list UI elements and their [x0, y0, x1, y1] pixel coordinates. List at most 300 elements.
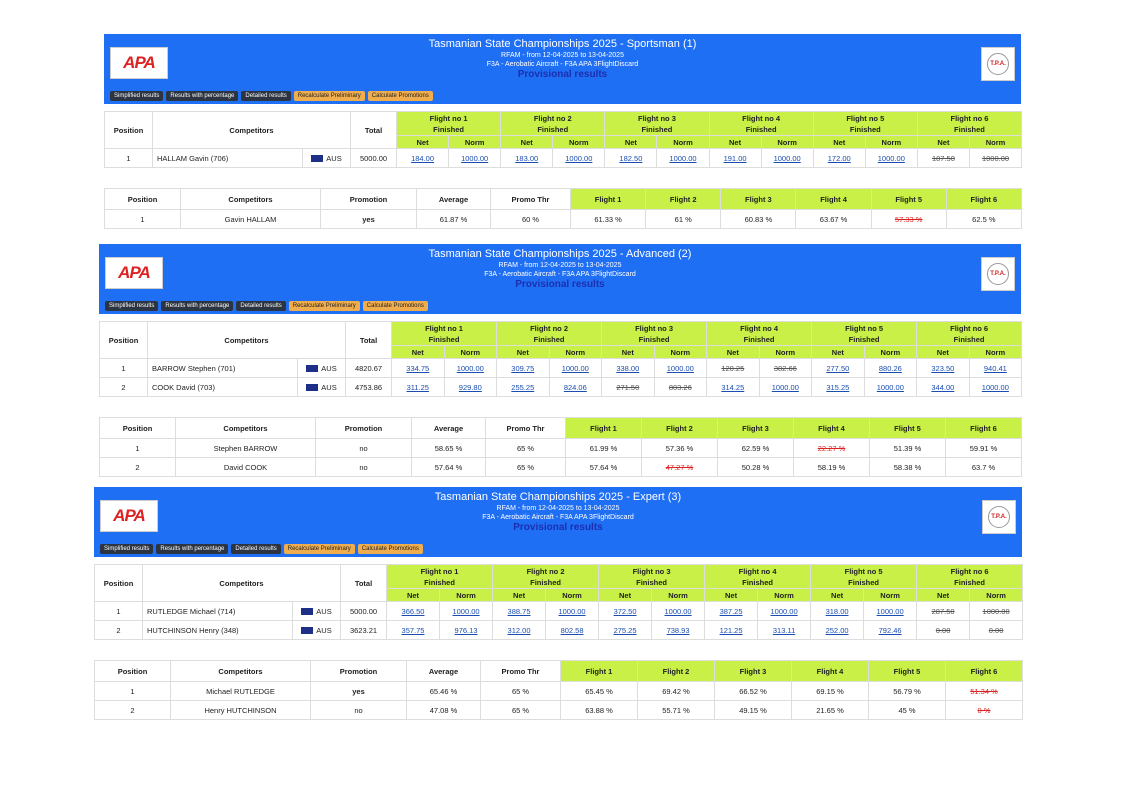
- net-score-link[interactable]: 311.25: [406, 382, 429, 392]
- button-bar: [105, 301, 428, 311]
- total-cell: 5000.00: [351, 149, 397, 168]
- net-header: Net: [501, 136, 553, 149]
- flight-pct: 21.65 %: [816, 705, 844, 715]
- finished-label: Finished: [638, 334, 670, 344]
- norm-cell: [549, 378, 602, 397]
- finished-label: Finished: [848, 334, 880, 344]
- norm-score-link[interactable]: 1000.00: [877, 153, 905, 163]
- norm-cell: [758, 621, 811, 640]
- norm-cell: [444, 378, 497, 397]
- promo-header: Flight 1: [566, 418, 642, 439]
- flight-pct: 57.64 %: [589, 462, 618, 472]
- promo-header: Flight 4: [792, 661, 869, 682]
- norm-score-link[interactable]: 1000.00: [771, 382, 799, 392]
- promo-header: Position: [105, 189, 181, 210]
- finished-label: Finished: [428, 334, 460, 344]
- promotion-cell: yes: [311, 682, 407, 701]
- norm-score-link[interactable]: 1000.00: [876, 382, 904, 392]
- australia-flag-icon: [301, 627, 313, 634]
- table-row: [100, 439, 1022, 458]
- detailed-results-button[interactable]: Detailed results: [241, 91, 290, 101]
- net-cell: [917, 602, 970, 621]
- country-cell: [293, 602, 341, 621]
- australia-flag-icon: [311, 155, 323, 162]
- flight-header-2: [501, 112, 605, 136]
- norm-score-link[interactable]: 382.66: [773, 363, 797, 373]
- promo-table-wrap: [104, 188, 1021, 229]
- position-cell: 1: [95, 682, 171, 701]
- results-table: [99, 321, 1022, 397]
- norm-cell: [440, 602, 493, 621]
- net-score-link[interactable]: 344.00: [931, 382, 955, 392]
- australia-flag-icon: [301, 608, 313, 615]
- flight-pct-cell: [946, 458, 1022, 477]
- country-code: AUS: [326, 153, 342, 163]
- simplified-results-button[interactable]: Simplified results: [100, 544, 153, 554]
- tpa-logo: T.P.A.: [982, 500, 1016, 534]
- flight-pct: 62.5 %: [972, 214, 996, 224]
- norm-header: Norm: [654, 346, 707, 359]
- net-score-link[interactable]: 172.00: [827, 153, 851, 163]
- flight-header-1: [392, 322, 497, 346]
- norm-cell: [865, 149, 917, 168]
- norm-score-link[interactable]: 976.13: [454, 625, 478, 635]
- norm-score-link[interactable]: 1000.00: [461, 153, 489, 163]
- finished-label: Finished: [537, 124, 569, 134]
- norm-score-link[interactable]: 880.26: [878, 363, 902, 373]
- norm-score-link[interactable]: 1000.00: [770, 606, 798, 616]
- norm-header: Norm: [761, 136, 813, 149]
- net-score-link[interactable]: 0.00: [935, 625, 951, 635]
- norm-cell: [758, 602, 811, 621]
- norm-score-link[interactable]: 313.11: [772, 625, 796, 635]
- finished-label: Finished: [424, 577, 455, 587]
- net-cell: [811, 621, 864, 640]
- flight-header-6: [917, 565, 1023, 589]
- flight-pct-cell: [638, 701, 715, 720]
- net-score-link[interactable]: 309.75: [511, 363, 535, 373]
- net-cell: [917, 149, 969, 168]
- recalculate-preliminary-button[interactable]: Recalculate Preliminary: [294, 91, 365, 101]
- net-cell: [497, 359, 550, 378]
- net-cell: [599, 602, 652, 621]
- promo-header: Flight 5: [870, 418, 946, 439]
- promo-header: Flight 3: [718, 418, 794, 439]
- net-score-link[interactable]: 277.50: [826, 363, 850, 373]
- category-label: F3A - Aerobatic Aircraft - F3A APA 3FlightDiscard: [482, 514, 634, 521]
- competitor-name: Henry HUTCHINSON: [171, 701, 311, 720]
- total-cell: 3623.21: [341, 621, 387, 640]
- net-header: Net: [917, 346, 970, 359]
- net-score-link[interactable]: 191.00: [723, 153, 747, 163]
- promo-header: Promo Thr: [491, 189, 571, 210]
- norm-score-link[interactable]: 792.46: [878, 625, 902, 635]
- flight-pct: 59.91 %: [969, 443, 998, 453]
- promotion-table: [104, 188, 1022, 229]
- net-cell: [917, 621, 970, 640]
- recalculate-preliminary-button[interactable]: Recalculate Preliminary: [289, 301, 360, 311]
- position-cell: 1: [100, 359, 148, 378]
- norm-score-link[interactable]: 1000.00: [558, 606, 586, 616]
- finished-label: Finished: [530, 577, 561, 587]
- flight-pct-cell: [871, 210, 946, 229]
- apa-logo: APA: [105, 257, 163, 289]
- flight-pct-cell: [870, 439, 946, 458]
- net-score-link[interactable]: 338.00: [616, 363, 640, 373]
- norm-score-link[interactable]: 1000.00: [452, 606, 480, 616]
- norm-cell: [657, 149, 709, 168]
- norm-score-link[interactable]: 940.41: [983, 363, 1007, 373]
- competitor-name: HUTCHINSON Henry (348): [143, 621, 293, 640]
- net-score-link[interactable]: 314.25: [721, 382, 745, 392]
- net-cell: [602, 359, 655, 378]
- norm-cell: [553, 149, 605, 168]
- competitor-name: Gavin HALLAM: [181, 210, 321, 229]
- promo-thr-cell: 60 %: [491, 210, 571, 229]
- competitor-name: COOK David (703): [148, 378, 298, 397]
- table-row: [100, 458, 1022, 477]
- flight-label: Flight no 6: [950, 323, 989, 333]
- flight-header-4: [709, 112, 813, 136]
- norm-cell: [444, 359, 497, 378]
- norm-cell: [969, 149, 1021, 168]
- banner: [104, 34, 1021, 104]
- net-score-link[interactable]: 255.25: [511, 382, 535, 392]
- flight-pct: 61.33 %: [594, 214, 622, 224]
- results-table-wrap: [99, 321, 1021, 397]
- flight-pct: 47.27 %: [665, 462, 694, 472]
- calculate-promotions-button[interactable]: Calculate Promotions: [363, 301, 428, 311]
- results-table-wrap: [94, 564, 1022, 640]
- net-score-link[interactable]: 323.50: [931, 363, 955, 373]
- table-row[interactable]: [105, 149, 1022, 168]
- promo-header: Competitors: [176, 418, 316, 439]
- net-score-link[interactable]: 121.25: [719, 625, 743, 635]
- norm-header: Norm: [652, 589, 705, 602]
- country-cell: [293, 621, 341, 640]
- promo-header: Flight 1: [571, 189, 646, 210]
- net-score-link[interactable]: 271.50: [616, 382, 640, 392]
- flight-pct: 69.42 %: [662, 686, 690, 696]
- norm-score-link[interactable]: 802.58: [560, 625, 584, 635]
- apa-logo: APA: [110, 47, 168, 79]
- flight-label: Flight no 1: [429, 113, 468, 123]
- norm-score-link[interactable]: 1000.00: [561, 363, 589, 373]
- table-row: [105, 210, 1022, 229]
- flight-pct: 51.34 %: [970, 686, 998, 696]
- promo-table-wrap: [99, 417, 1021, 477]
- table-row: [95, 682, 1023, 701]
- norm-cell: [969, 359, 1022, 378]
- position-cell: 1: [100, 439, 176, 458]
- section-expert: [94, 487, 1022, 720]
- norm-header: Norm: [969, 136, 1021, 149]
- apa-logo: APA: [100, 500, 158, 532]
- norm-score-link[interactable]: 1000.00: [666, 363, 694, 373]
- norm-score-link[interactable]: 1000.00: [876, 606, 904, 616]
- net-score-link[interactable]: 275.25: [613, 625, 637, 635]
- norm-header: Norm: [969, 346, 1022, 359]
- average-cell: 47.08 %: [407, 701, 481, 720]
- results-percentage-button[interactable]: Results with percentage: [161, 301, 233, 311]
- flight-pct-cell: [946, 701, 1023, 720]
- table-row[interactable]: [95, 602, 1023, 621]
- promo-header: Competitors: [181, 189, 321, 210]
- norm-score-link[interactable]: 0.00: [988, 625, 1004, 635]
- net-cell: [493, 621, 546, 640]
- net-cell: [605, 149, 657, 168]
- promo-header: Promotion: [321, 189, 417, 210]
- norm-score-link[interactable]: 1000.00: [981, 382, 1009, 392]
- competitor-name: Stephen BARROW: [176, 439, 316, 458]
- flight-label: Flight no 5: [846, 113, 885, 123]
- position-cell: 2: [95, 621, 143, 640]
- net-cell: [707, 359, 760, 378]
- rfam-dates: RFAM - from 12-04-2025 to 13-04-2025: [501, 52, 624, 59]
- finished-label: Finished: [641, 124, 673, 134]
- flight-pct: 65.45 %: [585, 686, 613, 696]
- flight-pct-cell: [718, 439, 794, 458]
- finished-label: Finished: [745, 124, 777, 134]
- calculate-promotions-button[interactable]: Calculate Promotions: [358, 544, 423, 554]
- flight-header-3: [599, 565, 705, 589]
- category-label: F3A - Aerobatic Aircraft - F3A APA 3FlightDiscard: [486, 61, 639, 68]
- norm-header: Norm: [864, 589, 917, 602]
- norm-score-link[interactable]: 1000.00: [565, 153, 593, 163]
- net-score-link[interactable]: 187.50: [931, 153, 955, 163]
- net-score-link[interactable]: 387.25: [719, 606, 743, 616]
- net-score-link[interactable]: 357.75: [401, 625, 425, 635]
- norm-cell: [546, 621, 599, 640]
- flight-pct-cell: [642, 458, 718, 477]
- flight-pct: 61 %: [674, 214, 692, 224]
- norm-header: Norm: [759, 346, 812, 359]
- norm-score-link[interactable]: 1000.00: [456, 363, 484, 373]
- promo-thr-cell: 65 %: [486, 458, 566, 477]
- net-score-link[interactable]: 372.50: [613, 606, 637, 616]
- flight-pct: 69.15 %: [816, 686, 844, 696]
- flight-header-4: [705, 565, 811, 589]
- norm-cell: [654, 378, 707, 397]
- total-header: Total: [346, 322, 392, 359]
- promo-header: Flight 6: [946, 418, 1022, 439]
- promo-header: Promotion: [311, 661, 407, 682]
- total-header: Total: [351, 112, 397, 149]
- promo-header: Flight 4: [794, 418, 870, 439]
- promo-header: Flight 5: [871, 189, 946, 210]
- net-cell: [705, 621, 758, 640]
- results-table: [94, 564, 1023, 640]
- flight-label: Flight no 2: [530, 323, 568, 333]
- norm-header: Norm: [970, 589, 1023, 602]
- promotion-cell: no: [316, 458, 412, 477]
- recalculate-preliminary-button[interactable]: Recalculate Preliminary: [284, 544, 355, 554]
- finished-label: Finished: [742, 577, 773, 587]
- net-score-link[interactable]: 366.50: [401, 606, 425, 616]
- country-code: AUS: [321, 363, 337, 373]
- flight-pct: 45 %: [898, 705, 916, 715]
- norm-score-link[interactable]: 1000.00: [664, 606, 692, 616]
- flight-pct-cell: [715, 701, 792, 720]
- norm-score-link[interactable]: 824.06: [563, 382, 587, 392]
- norm-header: Norm: [657, 136, 709, 149]
- flight-label: Flight no 3: [635, 323, 674, 333]
- finished-label: Finished: [636, 577, 667, 587]
- norm-score-link[interactable]: 738.93: [666, 625, 690, 635]
- norm-cell: [759, 378, 812, 397]
- net-header: Net: [813, 136, 865, 149]
- promotion-table: [99, 417, 1022, 477]
- promo-header: Promotion: [316, 418, 412, 439]
- norm-score-link[interactable]: 1000.00: [773, 153, 801, 163]
- flight-label: Flight no 2: [526, 566, 565, 576]
- finished-label: Finished: [433, 124, 465, 134]
- net-score-link[interactable]: 252.00: [825, 625, 849, 635]
- flight-pct: 57.36 %: [665, 443, 694, 453]
- results-table-wrap: [104, 111, 1021, 168]
- flight-pct: 57.33 %: [894, 214, 923, 224]
- detailed-results-button[interactable]: Detailed results: [231, 544, 280, 554]
- promo-header: Position: [100, 418, 176, 439]
- flight-header-5: [813, 112, 917, 136]
- button-bar: [100, 544, 423, 554]
- net-score-link[interactable]: 312.00: [507, 625, 531, 635]
- norm-cell: [864, 359, 917, 378]
- finished-label: Finished: [848, 577, 879, 587]
- position-header: Position: [105, 112, 153, 149]
- average-cell: 61.87 %: [417, 210, 491, 229]
- promotion-table: [94, 660, 1023, 720]
- flight-header-3: [602, 322, 707, 346]
- flight-pct-cell: [642, 439, 718, 458]
- net-header: Net: [392, 346, 445, 359]
- flight-pct: 61.99 %: [589, 443, 618, 453]
- net-score-link[interactable]: 120.25: [721, 363, 745, 373]
- tpa-logo: T.P.A.: [981, 47, 1015, 81]
- net-header: Net: [917, 589, 970, 602]
- promo-header: Flight 1: [561, 661, 638, 682]
- norm-header: Norm: [553, 136, 605, 149]
- promotion-cell: no: [316, 439, 412, 458]
- promo-header: Position: [95, 661, 171, 682]
- norm-score-link[interactable]: 1000.00: [981, 153, 1010, 163]
- net-score-link[interactable]: 184.00: [411, 153, 435, 163]
- flight-pct-cell: [796, 210, 871, 229]
- flight-pct: 50.28 %: [741, 462, 770, 472]
- norm-header: Norm: [440, 589, 493, 602]
- position-cell: 2: [100, 458, 176, 477]
- flight-label: Flight no 1: [425, 323, 463, 333]
- provisional-label: Provisional results: [517, 69, 608, 80]
- position-header: Position: [95, 565, 143, 602]
- country-code: AUS: [316, 625, 332, 635]
- finished-label: Finished: [743, 334, 775, 344]
- simplified-results-button[interactable]: Simplified results: [110, 91, 163, 101]
- promo-header: Promo Thr: [486, 418, 566, 439]
- position-cell: 1: [105, 210, 181, 229]
- net-cell: [602, 378, 655, 397]
- calculate-promotions-button[interactable]: Calculate Promotions: [368, 91, 433, 101]
- section-title: Tasmanian State Championships 2025 - Advanced (2): [428, 248, 692, 260]
- detailed-results-button[interactable]: Detailed results: [236, 301, 285, 311]
- norm-header: Norm: [758, 589, 811, 602]
- flight-pct: 49.15 %: [739, 705, 767, 715]
- results-percentage-button[interactable]: Results with percentage: [166, 91, 238, 101]
- promo-header: Flight 2: [642, 418, 718, 439]
- provisional-label: Provisional results: [515, 279, 605, 290]
- norm-score-link[interactable]: 929.80: [458, 382, 482, 392]
- flight-pct-cell: [646, 210, 721, 229]
- header-row: [105, 112, 1022, 136]
- rfam-dates: RFAM - from 12-04-2025 to 13-04-2025: [498, 262, 622, 269]
- net-cell: [392, 378, 445, 397]
- net-score-link[interactable]: 318.00: [825, 606, 849, 616]
- results-percentage-button[interactable]: Results with percentage: [156, 544, 228, 554]
- norm-header: Norm: [444, 346, 497, 359]
- net-header: Net: [397, 136, 449, 149]
- norm-score-link[interactable]: 1000.00: [669, 153, 697, 163]
- country-cell: [298, 378, 346, 397]
- promo-header: Flight 2: [638, 661, 715, 682]
- flight-pct: 63.7 %: [971, 462, 996, 472]
- competitor-name: Michael RUTLEDGE: [171, 682, 311, 701]
- promo-thr-cell: 65 %: [481, 701, 561, 720]
- norm-score-link[interactable]: 803.26: [668, 382, 692, 392]
- flight-pct-cell: [794, 439, 870, 458]
- flight-pct: 63.67 %: [819, 214, 848, 224]
- results-table: [104, 111, 1022, 168]
- norm-cell: [654, 359, 707, 378]
- net-cell: [917, 359, 970, 378]
- net-score-link[interactable]: 315.25: [826, 382, 850, 392]
- flight-pct: 55.71 %: [662, 705, 690, 715]
- table-row[interactable]: [95, 621, 1023, 640]
- net-score-link[interactable]: 183.00: [515, 153, 539, 163]
- table-row[interactable]: [100, 378, 1022, 397]
- flight-label: Flight no 3: [632, 566, 671, 576]
- net-score-link[interactable]: 287.50: [931, 606, 955, 616]
- promo-header: Average: [407, 661, 481, 682]
- norm-header: Norm: [864, 346, 917, 359]
- flight-pct-cell: [869, 701, 946, 720]
- promo-header: Promo Thr: [481, 661, 561, 682]
- net-cell: [811, 602, 864, 621]
- simplified-results-button[interactable]: Simplified results: [105, 301, 158, 311]
- net-header: Net: [917, 136, 969, 149]
- net-cell: [501, 149, 553, 168]
- net-cell: [387, 602, 440, 621]
- flight-pct-cell: [638, 682, 715, 701]
- promotion-cell: yes: [321, 210, 417, 229]
- net-score-link[interactable]: 388.75: [507, 606, 531, 616]
- promo-header-row: [100, 418, 1022, 439]
- norm-score-link[interactable]: 1000.00: [982, 606, 1010, 616]
- flight-label: Flight no 1: [420, 566, 459, 576]
- net-cell: [813, 149, 865, 168]
- net-cell: [917, 378, 970, 397]
- flight-header-6: [917, 112, 1021, 136]
- promo-header: Flight 6: [946, 189, 1021, 210]
- section-sportsman: [104, 34, 1021, 229]
- net-cell: [392, 359, 445, 378]
- total-cell: 4753.86: [346, 378, 392, 397]
- net-score-link[interactable]: 182.50: [619, 153, 643, 163]
- flight-pct: 66.52 %: [739, 686, 767, 696]
- net-score-link[interactable]: 334.75: [406, 363, 430, 373]
- promotion-cell: no: [311, 701, 407, 720]
- country-cell: [303, 149, 351, 168]
- table-row[interactable]: [100, 359, 1022, 378]
